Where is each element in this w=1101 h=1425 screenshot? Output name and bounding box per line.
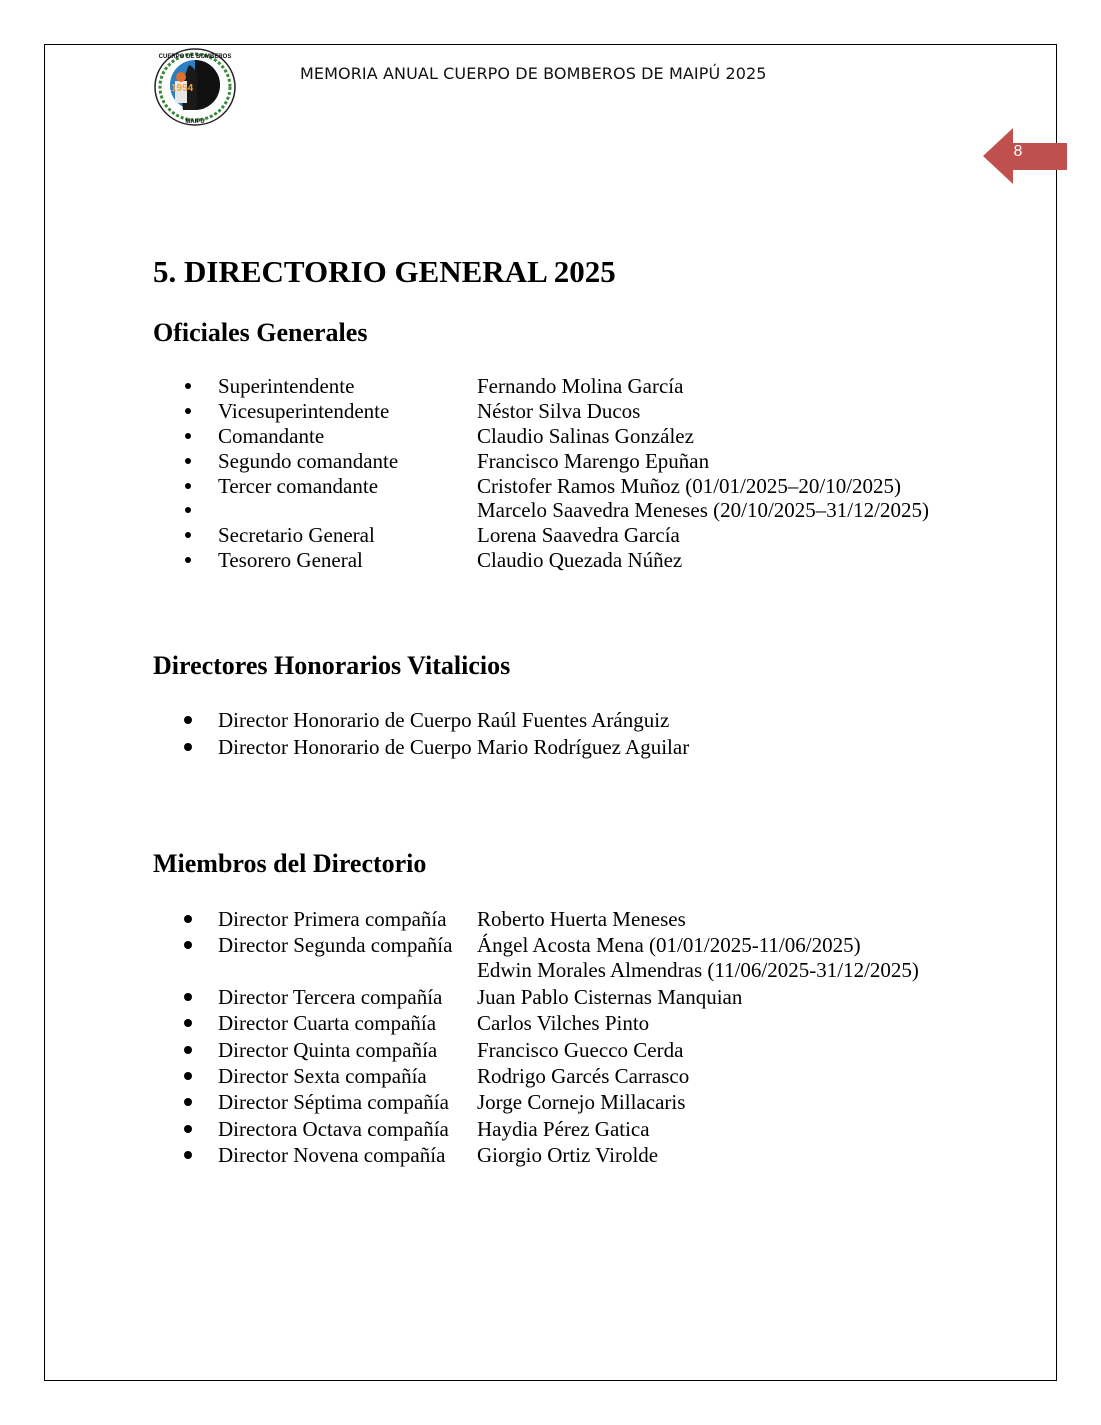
bullet-icon [184,734,194,760]
role-label: Tesorero General [218,548,363,572]
logo-year: 1954 [171,83,194,94]
person-name: Néstor Silva Ducos [477,399,641,423]
list-item [0,423,1000,449]
role-label: Segundo comandante [218,449,399,473]
bullet-icon [184,707,194,733]
section-title: 5. DIRECTORIO GENERAL 2025 [153,254,616,289]
document-header-title: MEMORIA ANUAL CUERPO DE BOMBEROS DE MAIPÚ 2025 [300,64,767,83]
person-name: Carlos Vilches Pinto [477,1011,650,1035]
role-label: Director Sexta compañía [218,1064,427,1088]
list-item [0,984,1000,1010]
honorary-director: Director Honorario de Cuerpo Mario Rodríguez Aguilar [218,735,690,759]
person-name: Ángel Acosta Mena (01/01/2025-11/06/2025) [477,933,861,957]
logo-bottom-text: MAIPU [185,119,205,125]
role-label: Director Quinta compañía [218,1038,438,1062]
role-label: Secretario General [218,523,375,547]
bullet-icon [184,1063,194,1089]
bullet-icon [184,547,194,573]
list-item [0,547,1000,573]
person-name: Haydia Pérez Gatica [477,1117,650,1141]
list-item [0,1142,1000,1168]
page-number: 8 [1013,143,1023,160]
role-label: Director Primera compañía [218,907,447,931]
role-label: Director Tercera compañía [218,985,443,1009]
heading-miembros-directorio: Miembros del Directorio [153,849,427,878]
bullet-icon [184,906,194,932]
list-item [0,707,1000,733]
list-item [0,906,1000,932]
person-name: Lorena Saavedra García [477,523,680,547]
bullet-icon [184,1142,194,1168]
bullet-icon [184,473,194,499]
role-label: Vicesuperintendente [218,399,390,423]
person-name: Francisco Guecco Cerda [477,1038,684,1062]
bullet-icon [184,1116,194,1142]
role-label: Comandante [218,424,325,448]
bullet-icon [184,1037,194,1063]
list-item [0,1037,1000,1063]
bullet-icon [184,932,194,958]
role-label: Director Segunda compañía [218,933,453,957]
list-item [0,734,1000,760]
list-item [0,473,1000,499]
heading-directores-honorarios: Directores Honorarios Vitalicios [153,651,511,680]
bullet-icon [184,984,194,1010]
bullet-icon [184,398,194,424]
list-item [0,1089,1000,1115]
role-label: Superintendente [218,374,355,398]
list-item [0,932,1000,958]
honorary-director: Director Honorario de Cuerpo Raúl Fuentes Aránguiz [218,708,670,732]
role-label: Directora Octava compañía [218,1117,449,1141]
list-item [0,373,1000,399]
list-item-continuation [0,957,1000,983]
role-label: Tercer comandante [218,474,379,498]
person-name: Jorge Cornejo Millacaris [477,1090,686,1114]
bullet-icon [184,1010,194,1036]
person-name: Francisco Marengo Epuñan [477,449,710,473]
person-name: Marcelo Saavedra Meneses (20/10/2025–31/12/2025) [477,498,929,522]
heading-oficiales-generales: Oficiales Generales [153,318,368,347]
list-item [0,497,1000,523]
role-label: Director Novena compañía [218,1143,446,1167]
list-item [0,1063,1000,1089]
person-name: Cristofer Ramos Muñoz (01/01/2025–20/10/2025) [477,474,902,498]
role-label: Director Séptima compañía [218,1090,449,1114]
person-name: Fernando Molina García [477,374,684,398]
person-name: Giorgio Ortiz Virolde [477,1143,659,1167]
person-name: Claudio Salinas González [477,424,694,448]
person-name: Rodrigo Garcés Carrasco [477,1064,690,1088]
list-item [0,1116,1000,1142]
list-item [0,522,1000,548]
person-name: Roberto Huerta Meneses [477,907,686,931]
bullet-icon [184,1089,194,1115]
bullet-icon [184,448,194,474]
bullet-icon [184,373,194,399]
person-name: Claudio Quezada Núñez [477,548,683,572]
person-name: Edwin Morales Almendras (11/06/2025-31/12/2025) [477,958,919,982]
bullet-icon [184,497,194,523]
logo-top-text: CUERPO DE BOMBEROS [158,54,232,60]
list-item [0,398,1000,424]
bullet-icon [184,423,194,449]
list-item [0,448,1000,474]
person-name: Juan Pablo Cisternas Manquian [477,985,743,1009]
fire-department-logo [153,47,237,127]
list-item [0,1010,1000,1036]
role-label: Director Cuarta compañía [218,1011,437,1035]
bullet-icon [184,522,194,548]
